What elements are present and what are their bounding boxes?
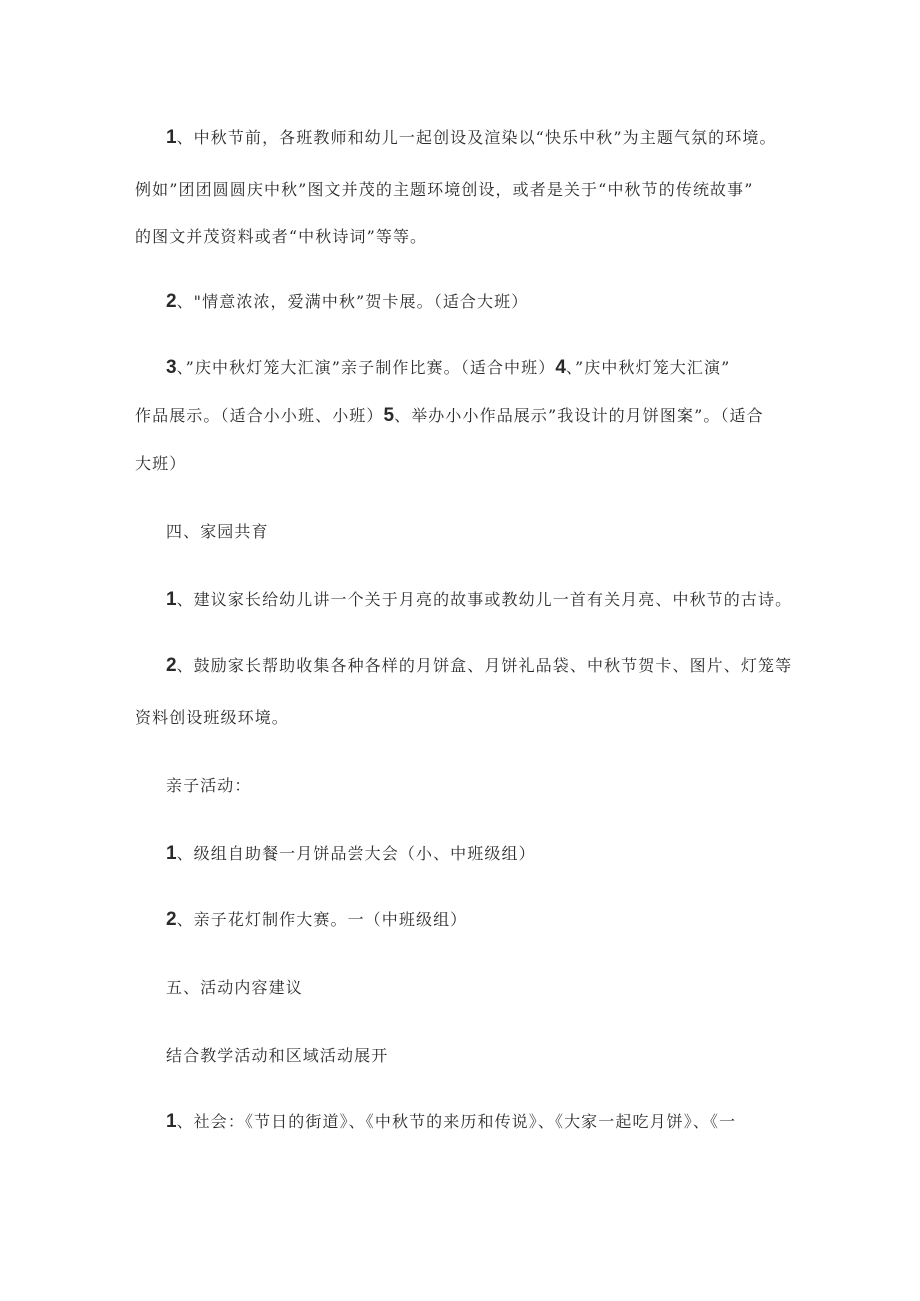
line-text: 、"情意浓浓，爱满中秋”贺卡展。（适合大班） (176, 292, 529, 311)
text-line (135, 406, 764, 426)
line-text: 、”庆中秋灯笼大汇演”亲子制作比赛。（适合中班） (176, 358, 556, 377)
text-line (166, 128, 777, 148)
line-text: 作品展示。（适合小小班、小班） (135, 406, 384, 425)
list-number: 1 (166, 127, 177, 148)
line-text: 、鼓励家长帮助收集各种各样的月饼盒、月饼礼品袋、中秋节贺卡、图片、灯笼等 (176, 656, 793, 675)
text-line (166, 1112, 736, 1132)
text-line (166, 656, 792, 676)
section-heading (166, 776, 252, 796)
line-text: 例如”团团圆圆庆中秋”图文并茂的主题环境创设，或者是关于“中秋节的传统故事” (135, 180, 754, 199)
list-number: 2 (166, 909, 177, 930)
line-text: 、建议家长给幼儿讲一个关于月亮的故事或教幼儿一首有关月亮、中秋节的古诗。 (176, 590, 793, 609)
text-line (166, 292, 528, 312)
line-text: 大班） (135, 454, 187, 473)
line-text: 、社会：《节日的街道》、《中秋节的来历和传说》、《大家一起吃月饼》、《一 (176, 1112, 737, 1131)
list-number: 1 (166, 589, 177, 610)
text-line (166, 910, 467, 930)
list-number: 1 (166, 1111, 177, 1132)
section-heading (166, 522, 269, 542)
line-text: 、级组自助餐一月饼品尝大会（小、中班级组） (176, 844, 536, 863)
text-line (166, 358, 730, 378)
text-line (166, 590, 792, 610)
text-line (135, 180, 754, 200)
list-number: 3 (166, 357, 177, 378)
line-text: 、”庆中秋灯笼大汇演” (565, 358, 731, 377)
list-number: 1 (166, 843, 177, 864)
line-text: 、亲子花灯制作大赛。一（中班级组） (176, 910, 468, 929)
heading-text: 五、活动内容建议 (166, 978, 303, 997)
heading-text: 亲子活动： (166, 776, 252, 795)
text-line (166, 1046, 388, 1066)
list-number: 5 (383, 405, 395, 426)
line-text: 、举办小小作品展示”我设计的月饼图案”。（适合 (394, 406, 764, 425)
list-number: 2 (166, 655, 177, 676)
line-text: 、中秋节前，各班教师和幼儿一起创设及渲染以“快乐中秋”为主题气氛的环境。 (176, 128, 777, 147)
line-text: 资料创设班级环境。 (135, 708, 289, 727)
line-text: 结合教学活动和区域活动展开 (166, 1046, 389, 1065)
heading-text: 四、家园共育 (166, 522, 269, 541)
line-text: 的图文并茂资料或者“中秋诗词”等等。 (135, 227, 428, 246)
list-number: 2 (166, 291, 177, 312)
text-line (135, 227, 427, 247)
text-line (135, 708, 289, 728)
text-line (135, 454, 186, 474)
list-number: 4 (555, 357, 566, 378)
text-line (166, 844, 536, 864)
section-heading (166, 978, 303, 998)
